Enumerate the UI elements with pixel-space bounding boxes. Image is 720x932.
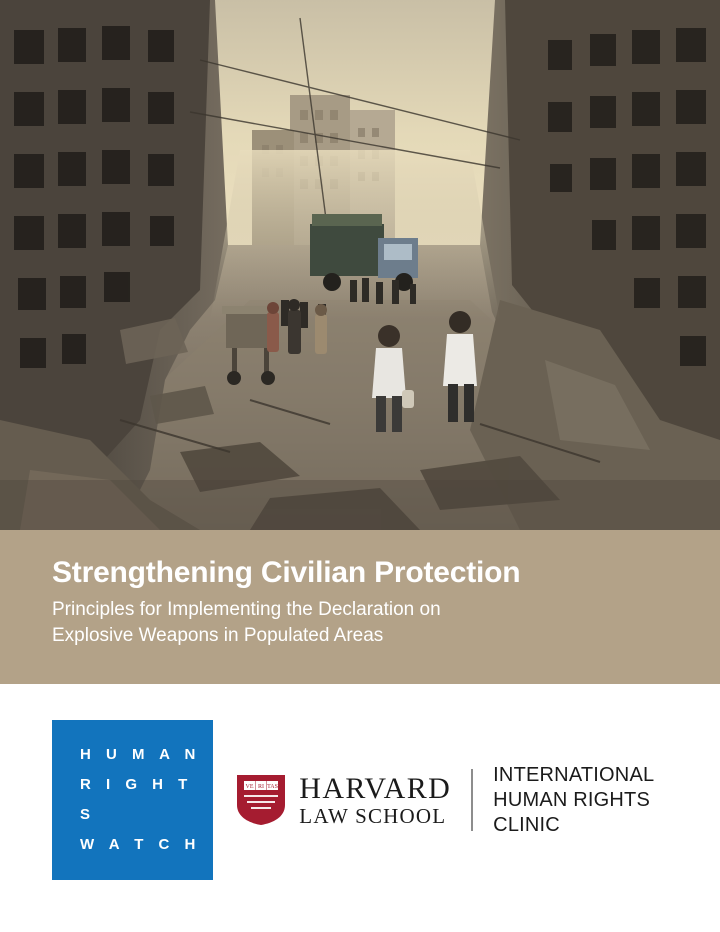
clinic-line-1: INTERNATIONAL	[493, 763, 655, 786]
harvard-law-school-lockup	[235, 763, 720, 838]
harvard-name: HARVARD	[299, 771, 452, 805]
harvard-wordmark	[299, 773, 451, 828]
page-subtitle-line-2: Explosive Weapons in Populated Areas	[52, 625, 384, 646]
svg-text:RI: RI	[258, 784, 265, 790]
page-title: Strengthening Civilian Protection	[52, 556, 521, 589]
page-subtitle-line-1: Principles for Implementing the Declaration on	[52, 599, 441, 620]
page-subtitle	[52, 597, 572, 649]
hrw-logo-line-3: W A T C H	[80, 836, 201, 853]
harvard-school: LAW SCHOOL	[299, 803, 447, 828]
hrw-logo-line-1: H U M A N	[80, 746, 201, 763]
harvard-shield-icon	[235, 773, 287, 827]
publisher-logo-area	[0, 684, 720, 932]
cover-title-band	[0, 530, 720, 684]
clinic-line-2: HUMAN RIGHTS CLINIC	[493, 788, 651, 836]
logo-divider	[471, 769, 473, 831]
human-rights-watch-logo	[52, 720, 213, 880]
logo-row	[52, 720, 720, 880]
hrw-logo-line-2: R I G H T S	[80, 776, 193, 823]
clinic-wordmark	[493, 763, 720, 838]
svg-text:VE: VE	[245, 784, 254, 790]
svg-text:TAS: TAS	[267, 784, 279, 790]
